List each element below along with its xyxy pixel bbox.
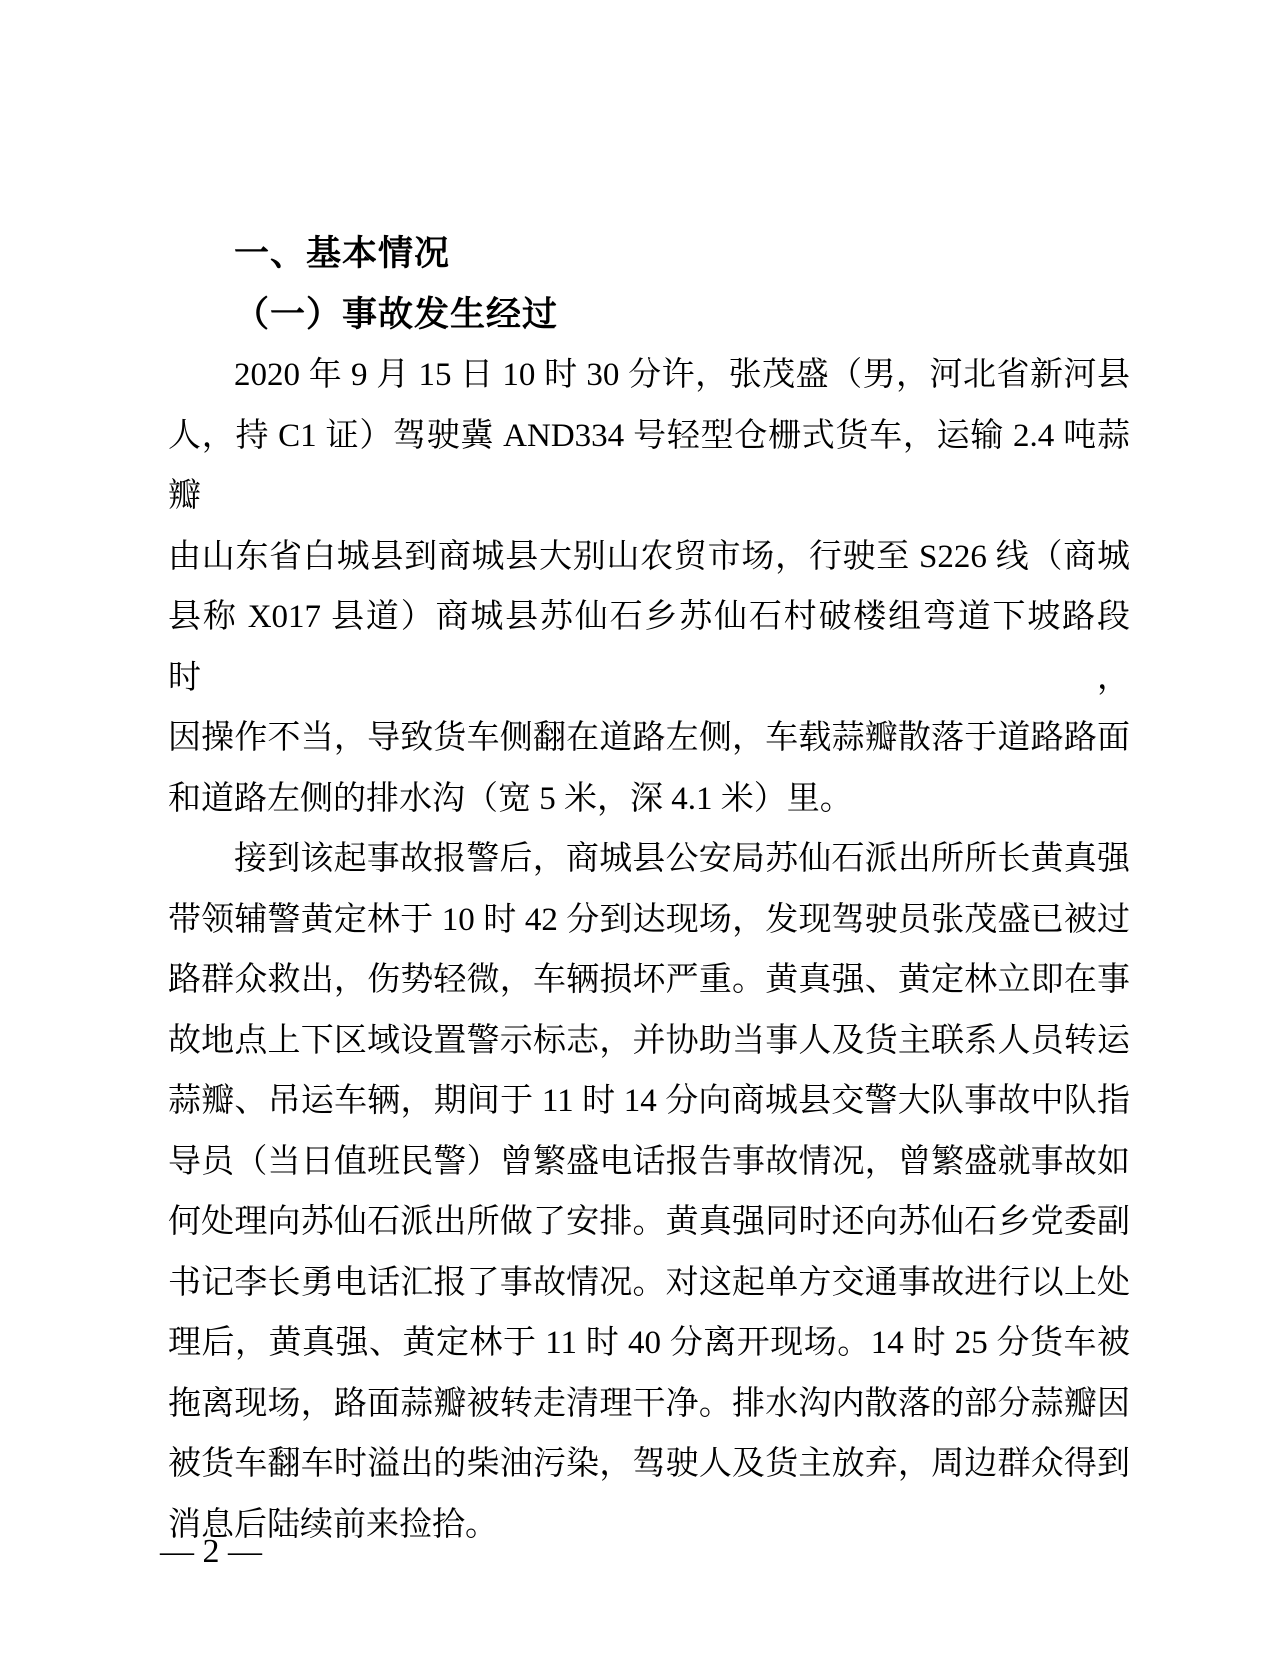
body-line: 拖离现场，路面蒜瓣被转走清理干净。排水沟内散落的部分蒜瓣因 <box>168 1385 1130 1422</box>
body-line: 和道路左侧的排水沟（宽 5 米，深 4.1 米）里。 <box>168 780 853 817</box>
body-line: 带领辅警黄定林于 10 时 42 分到达现场，发现驾驶员张茂盛已被过 <box>168 901 1130 938</box>
body-line: 被货车翻车时溢出的柴油污染，驾驶人及货主放弃，周边群众得到 <box>168 1446 1130 1482</box>
body-line: 消息后陆续前来捡拾。 <box>168 1506 498 1543</box>
body-line: 接到该起事故报警后，商城县公安局苏仙石派出所所长黄真强 <box>234 841 1130 877</box>
body-line: 2020 年 9 月 15 日 10 时 30 分许，张茂盛（男，河北省新河县 <box>234 357 1130 393</box>
document-body <box>168 224 1130 1555</box>
body-line: 人，持 C1 证）驾驶冀 AND334 号轻型仓栅式货车，运输 2.4 吨蒜瓣 <box>168 417 1130 514</box>
body-line: 何处理向苏仙石派出所做了安排。黄真强同时还向苏仙石乡党委副 <box>168 1204 1130 1240</box>
section-heading: 一、基本情况 <box>234 234 451 274</box>
body-line: 故地点上下区域设置警示标志，并协助当事人及货主联系人员转运 <box>168 1022 1130 1059</box>
body-line: 导员（当日值班民警）曾繁盛电话报告事故情况，曾繁盛就事故如 <box>168 1143 1130 1180</box>
paragraph-response-handling <box>168 829 1130 1555</box>
body-line: 因操作不当，导致货车侧翻在道路左侧，车载蒜瓣散落于道路路面 <box>168 720 1130 756</box>
page-number: — 2 — <box>160 1533 262 1570</box>
subsection-heading: （一）事故发生经过 <box>234 294 559 334</box>
body-line: 由山东省白城县到商城县大别山农贸市场，行驶至 S226 线（商城 <box>168 538 1130 575</box>
body-line: 蒜瓣、吊运车辆，期间于 11 时 14 分向商城县交警大队事故中队指 <box>168 1083 1130 1119</box>
paragraph-accident-course <box>168 345 1130 829</box>
body-line: 理后，黄真强、黄定林于 11 时 40 分离开现场。14 时 25 分货车被 <box>168 1325 1130 1361</box>
body-line: 路群众救出，伤势轻微，车辆损坏严重。黄真强、黄定林立即在事 <box>168 962 1130 998</box>
body-line: 县称 X017 县道）商城县苏仙石乡苏仙石村破楼组弯道下坡路段时， <box>168 599 1130 696</box>
body-line: 书记李长勇电话汇报了事故情况。对这起单方交通事故进行以上处 <box>168 1264 1130 1301</box>
